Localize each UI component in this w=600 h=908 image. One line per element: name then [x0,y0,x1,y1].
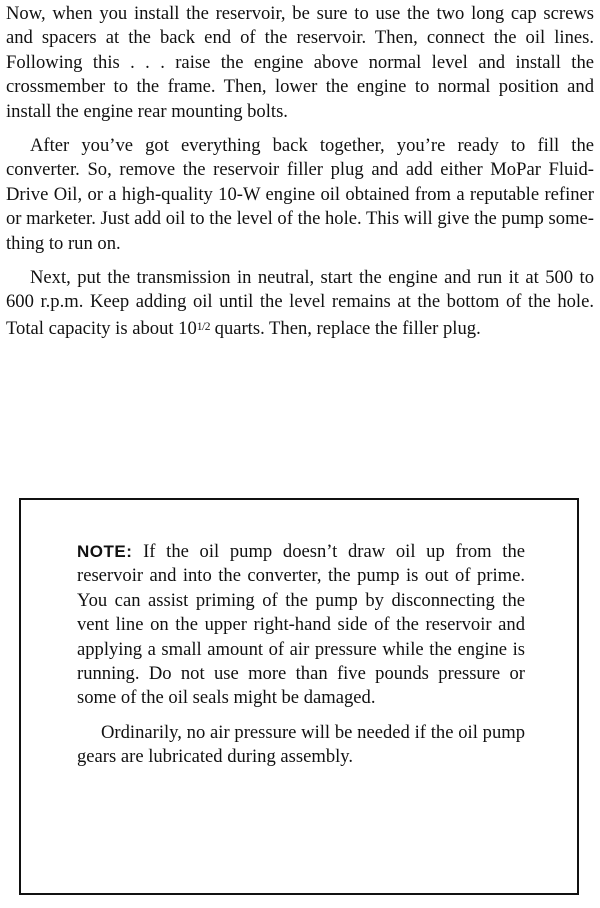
note-label: NOTE: [77,542,133,561]
note-paragraph-prime [77,540,525,711]
run-engine-text-end: quarts. Then, replace the filler plug. [210,317,481,339]
note-prime-text: If the oil pump doesn’t draw oil up from the reservoir and into the converter, the pump is out of prime. You can assist priming of the pump by disconnecting the vent line on the upper right-hand side of the reservoir and applying a small amount of air pressure while the engine is running. Do not use more than five pounds pressure or some of the oil seals might be damaged. [77,541,525,709]
capacity-fraction: 1/2 [196,320,210,333]
paragraph-fill-converter: After you’ve got everything back together, you’re ready to fill the converter. So, remove the reservoir filler plug and add either MoPar Fluid-Drive Oil, or a high-quality 10-W engine oil obtained from a reputable refiner or marketer. Just add oil to the level of the hole. This will give the pump something to run on. [6,135,594,254]
note-text [77,540,525,780]
note-paragraph-ordinarily: Ordinarily, no air pressure will be needed if the oil pump gears are lubricated during assembly. [77,721,525,768]
paragraph-run-engine [6,266,594,341]
body-text [6,2,594,351]
run-engine-text-start: Next, put the transmission in neutral, start the engine and run it at 500 to 600 r.p.m. Keep adding oil until the level remains at the bottom of the hole. Total capacity is about 10 [6,267,594,339]
paragraph-reservoir-install: Now, when you install the reservoir, be sure to use the two long cap screws and spacers at the back end of the reservoir. Then, connect the oil lines. Following this . . . raise the engine above normal level and install the crossmember to the frame. Then, lower the engine to normal position and install the engine rear mounting bolts. [6,3,594,122]
note-box [19,498,579,895]
